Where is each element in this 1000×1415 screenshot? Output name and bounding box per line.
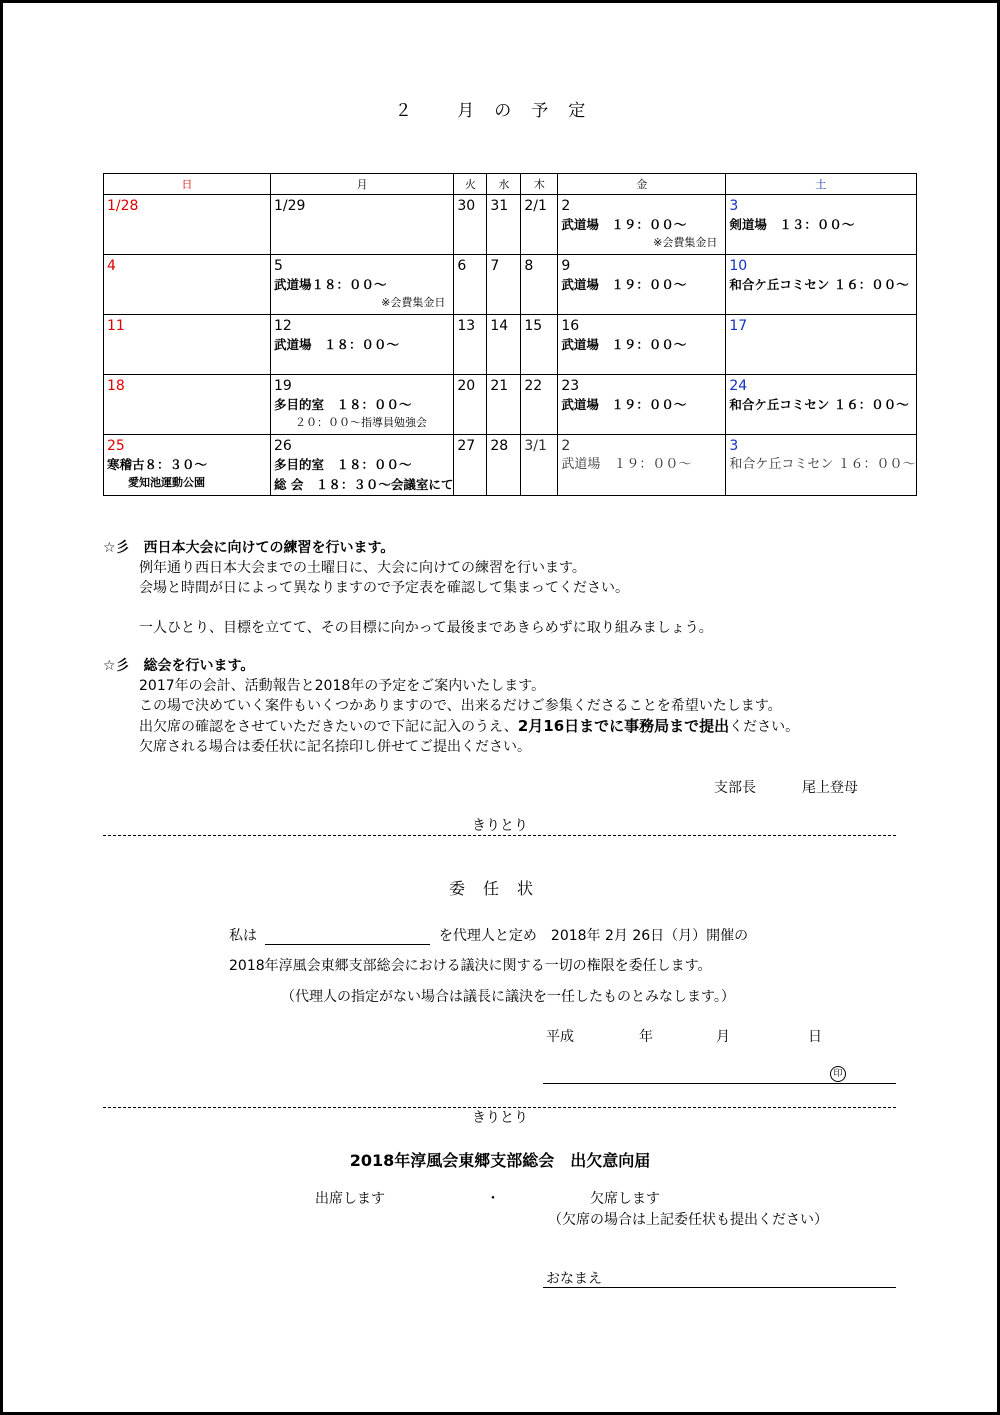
day-number: 8 [524,258,534,274]
signature-name: 尾上登母 [802,780,858,796]
day-number: 3/1 [524,438,547,454]
calendar-day-cell [521,375,558,435]
calendar-event: 武道場 １９：００～ [561,277,687,292]
day-number: 6 [457,258,467,274]
calendar-day-cell [487,195,521,255]
calendar-event: 和合ケ丘コミセン １６：００～ [729,277,909,292]
signature [714,777,904,797]
day-number: 2/1 [524,198,547,214]
notice-meeting-line: この場で決めていく案件もいくつかありますので、出来るだけご参集くださることを希望いたします。 [139,698,782,714]
calendar-event: 武道場 １９：００～ [561,217,687,232]
day-number: 28 [490,438,509,454]
calendar-week-row [104,315,917,375]
day-number: 22 [524,378,543,394]
name-line[interactable] [543,1287,896,1288]
day-number: 20 [457,378,476,394]
calendar-event: 和合ケ丘コミセン １６：００～ [729,457,916,472]
day-number: 30 [457,198,476,214]
signature-role: 支部長 [714,780,756,796]
calendar-day-cell [271,375,454,435]
day-number: 16 [561,318,580,334]
proxy-text: を代理人と定め 2018年 2月 26日（月）開催の [438,928,749,944]
proxy-agent-blank[interactable] [265,930,430,945]
calendar-day-cell [271,255,454,315]
calendar-week-row [104,435,917,496]
calendar-day-cell [487,255,521,315]
calendar-day-cell [726,375,916,435]
day-number: 25 [107,438,125,454]
calendar-day-cell [104,315,271,375]
notice-meeting [103,656,799,757]
option-separator: ・ [486,1191,500,1207]
calendar-table [103,173,917,496]
day-number: 18 [107,378,125,394]
weekday-mon: 月 [271,174,454,195]
calendar-day-cell [726,195,916,255]
calendar-day-cell [558,375,726,435]
calendar-day-cell [487,315,521,375]
day-number: 4 [107,258,116,274]
absent-option[interactable]: 欠席します [590,1191,660,1207]
day-number: 10 [729,258,748,274]
day-number: 27 [457,438,476,454]
calendar-day-cell [104,255,271,315]
calendar-day-cell [454,435,487,496]
weekday-tue: 火 [454,174,487,195]
day-number: 1/28 [107,198,139,214]
calendar-event: 和合ケ丘コミセン １６：００～ [729,397,909,412]
calendar-day-cell [271,195,454,255]
calendar-event: 武道場 １８：００～ [274,337,400,352]
day-number: 31 [490,198,509,214]
weekday-wed: 水 [487,174,521,195]
calendar-day-cell [521,195,558,255]
seal-mark: 印 [830,1066,846,1082]
notice-practice [103,538,713,638]
proxy-date-month: 月 [716,1029,730,1045]
attendance-title: 2018年淳風会東郷支部総会 出欠意向届 [349,1151,651,1170]
calendar-day-cell [271,435,454,496]
weekday-thu: 木 [521,174,558,195]
calendar-day-cell [726,315,916,375]
calendar-day-cell [104,435,271,496]
proxy-line-2: 2018年淳風会東郷支部総会における議決に関する一切の権限を委任します。 [229,958,712,974]
calendar-day-cell [454,375,487,435]
weekday-fri: 金 [558,174,726,195]
calendar-event: ※会費集金日 [653,236,718,249]
day-number: 24 [729,378,748,394]
calendar-event: 武道場 １９：００～ [561,397,687,412]
attend-option[interactable]: 出席します [315,1191,385,1207]
day-number: 13 [457,318,476,334]
calendar-week-row [104,195,917,255]
day-number: 5 [274,258,283,274]
calendar-week-row [104,255,917,315]
notice-practice-line: 例年通り西日本大会までの土曜日に、大会に向けての練習を行います。 [139,560,586,576]
calendar-event: 武道場 １９：００～ [561,337,687,352]
calendar-day-cell [521,255,558,315]
day-number: 12 [274,318,292,334]
weekday-sat: 土 [726,174,916,195]
calendar-day-cell [558,195,726,255]
proxy-prefix: 私は [229,928,257,944]
calendar-event: 武道場 １９：００～ [561,457,692,472]
calendar-week-row [104,375,917,435]
cut-label: きりとり [472,1110,528,1126]
calendar-day-cell [104,375,271,435]
day-number: 23 [561,378,580,394]
day-number: 21 [490,378,509,394]
calendar-day-cell [558,435,726,496]
day-number: 2 [561,438,571,454]
calendar-day-cell [558,255,726,315]
notice-practice-line: 一人ひとり、目標を立てて、その目標に向かって最後まであきらめずに取り組みましょう。 [139,620,713,636]
day-number: 26 [274,438,292,454]
day-number: 3 [729,438,739,454]
calendar-event: 総 会 １８：３０～会議室にて [274,477,454,492]
proxy-date-era: 平成 [546,1029,574,1045]
calendar-event: 多目的室 １８：００～ [274,397,412,412]
calendar-day-cell [271,315,454,375]
calendar-event: ※会費集金日 [381,296,446,309]
notice-meeting-text: 出欠席の確認をさせていただきたいので下記に記入のうえ、 [139,719,518,735]
day-number: 11 [107,318,125,334]
notice-meeting-line: 欠席される場合は委任状に記名捺印し併せてご提出ください。 [139,739,531,755]
notice-meeting-line [103,716,799,737]
deadline-text: 2月16日までに事務局まで提出 [517,717,730,735]
notice-practice-line: 会場と時間が日によって異なりますので予定表を確認して集まってください。 [139,580,629,596]
day-number: 14 [490,318,509,334]
calendar-day-cell [454,315,487,375]
absent-note: （欠席の場合は上記委任状も提出ください） [548,1212,828,1228]
day-number: 15 [524,318,543,334]
day-number: 7 [490,258,500,274]
proxy-line-1 [229,925,748,945]
day-number: 2 [561,198,571,214]
calendar-event: 愛知池運動公園 [128,476,205,489]
calendar-day-cell [454,255,487,315]
calendar-day-cell [487,375,521,435]
calendar-day-cell [521,435,558,496]
page-title: ２ 月の予定 [394,101,606,121]
calendar-day-cell [487,435,521,496]
day-number: 1/29 [274,198,306,214]
calendar-day-cell [521,315,558,375]
weekday-header-row [104,174,917,195]
calendar-event: 武道場１８：００～ [274,277,387,292]
calendar-day-cell [726,435,916,496]
calendar-day-cell [454,195,487,255]
day-number: 3 [729,198,739,214]
calendar-day-cell [558,315,726,375]
calendar-event: 寒稽古８：３０～ [107,457,208,472]
proxy-date-day: 日 [808,1029,822,1045]
proxy-line-3: （代理人の指定がない場合は議長に議決を一任したものとみなします。） [281,989,735,1005]
proxy-title: 委任状 [448,879,551,898]
proxy-date-year: 年 [639,1029,653,1045]
notice-practice-heading: ☆彡 西日本大会に向けての練習を行います。 [103,540,395,556]
calendar-event: 多目的室 １８：００～ [274,457,412,472]
notice-meeting-heading: ☆彡 総会を行います。 [103,658,255,674]
weekday-sun: 日 [104,174,271,195]
proxy-signature-line[interactable] [543,1083,896,1084]
cut-line [103,835,896,836]
cut-label: きりとり [472,818,528,834]
day-number: 9 [561,258,571,274]
day-number: 19 [274,378,292,394]
calendar-day-cell [726,255,916,315]
day-number: 17 [729,318,748,334]
calendar-event: 剣道場 １３：００～ [729,217,855,232]
name-label: おなまえ [546,1271,602,1287]
notice-meeting-line: 2017年の会計、活動報告と2018年の予定をご案内いたします。 [139,678,546,694]
notice-meeting-text: ください。 [729,719,800,735]
calendar-event: ２０：００～指導員勉強会 [295,416,427,429]
calendar-day-cell [104,195,271,255]
